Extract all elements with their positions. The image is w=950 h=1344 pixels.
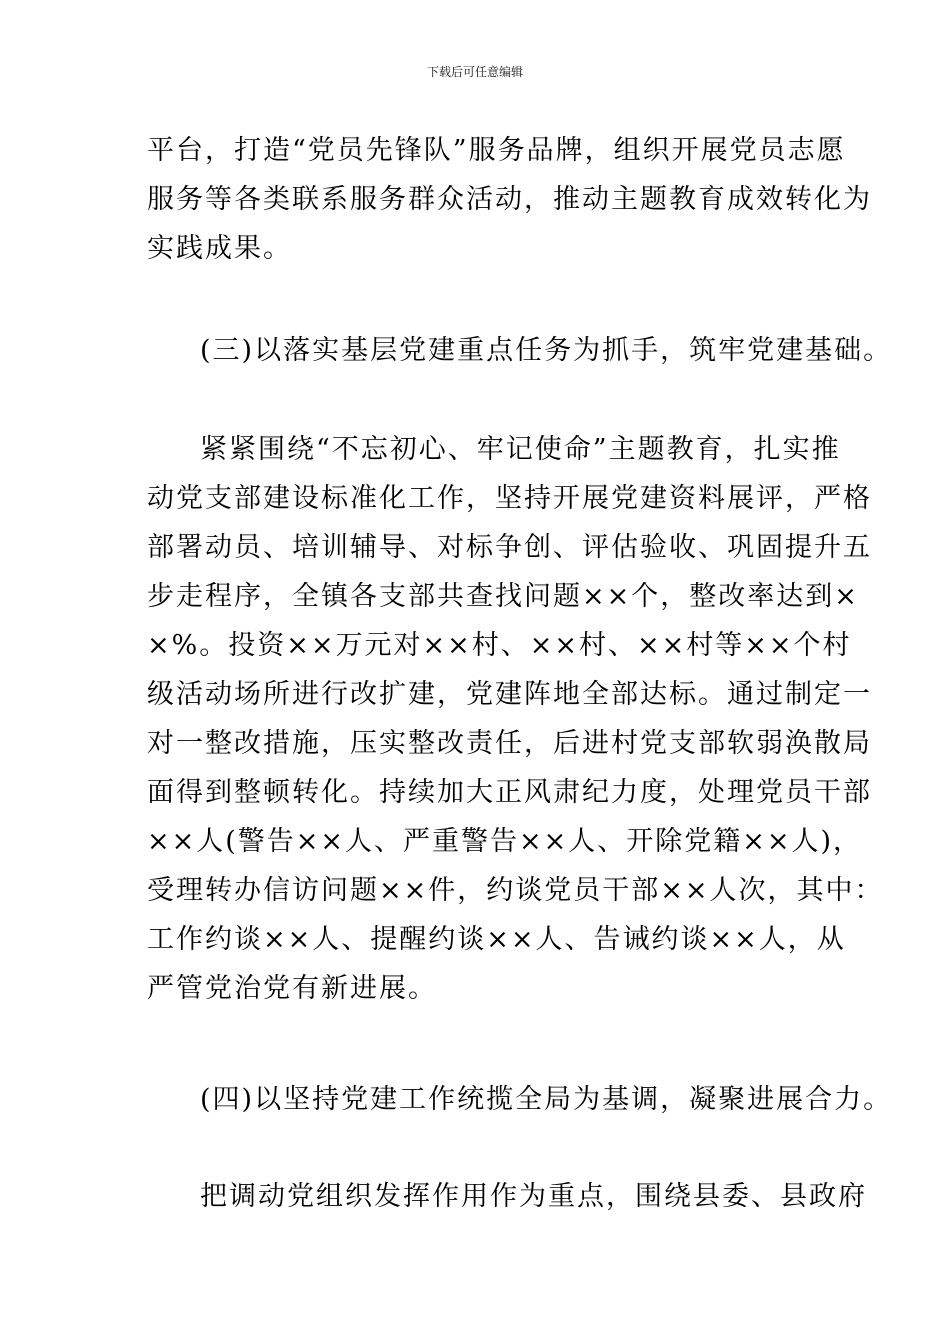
paragraph-continued: [147, 126, 872, 273]
text-line: ×%。投资××万元对××村、××村、××村等××个村: [147, 630, 852, 661]
text-line: 工作约谈××人、提醒约谈××人、告诫约谈××人，从: [147, 924, 846, 955]
section-4-heading: [147, 1075, 893, 1124]
text-line: 服务等各类联系服务群众活动，推动主题教育成效转化为: [147, 184, 872, 215]
text-line: 紧紧围绕“不忘初心、牢记使命”主题教育，扎实推: [200, 434, 841, 465]
text-line: 对一整改措施，压实整改责任，后进村党支部软弱涣散局: [147, 728, 872, 759]
section-4-body: [147, 1172, 867, 1221]
text-line: 平台，打造“党员先锋队”服务品牌，组织开展党员志愿: [147, 135, 846, 166]
page-header-note: 下载后可任意编辑: [426, 65, 523, 79]
text-line: 把调动党组织发挥作用作为重点，围绕县委、县政府: [200, 1181, 867, 1212]
text-line: 部署动员、培训辅导、对标争创、评估验收、巩固提升五: [147, 532, 872, 563]
text-line: 步走程序，全镇各支部共查找问题××个，整改率达到×: [147, 581, 859, 612]
text-line: 动党支部建设标准化工作，坚持开展党建资料展评，严格: [147, 483, 872, 514]
text-line: 级活动场所进行改扩建，党建阵地全部达标。通过制定一: [147, 679, 872, 710]
text-line: 受理转办信访问题××件，约谈党员干部××人次，其中：: [147, 875, 884, 906]
section-heading: (三)以落实基层党建重点任务为抓手，筑牢党建基础。: [200, 335, 893, 366]
text-line: ××人(警告××人、严重警告××人、开除党籍××人)，: [147, 826, 863, 857]
text-line: 面得到整顿转化。持续加大正风肃纪力度，处理党员干部: [147, 777, 872, 808]
section-heading: (四)以坚持党建工作统揽全局为基调，凝聚进展合力。: [200, 1084, 893, 1115]
section-3-body: [147, 425, 884, 1013]
text-line: 实践成果。: [147, 233, 292, 264]
text-line: 严管党治党有新进展。: [147, 973, 437, 1004]
section-3-heading: [147, 326, 893, 375]
